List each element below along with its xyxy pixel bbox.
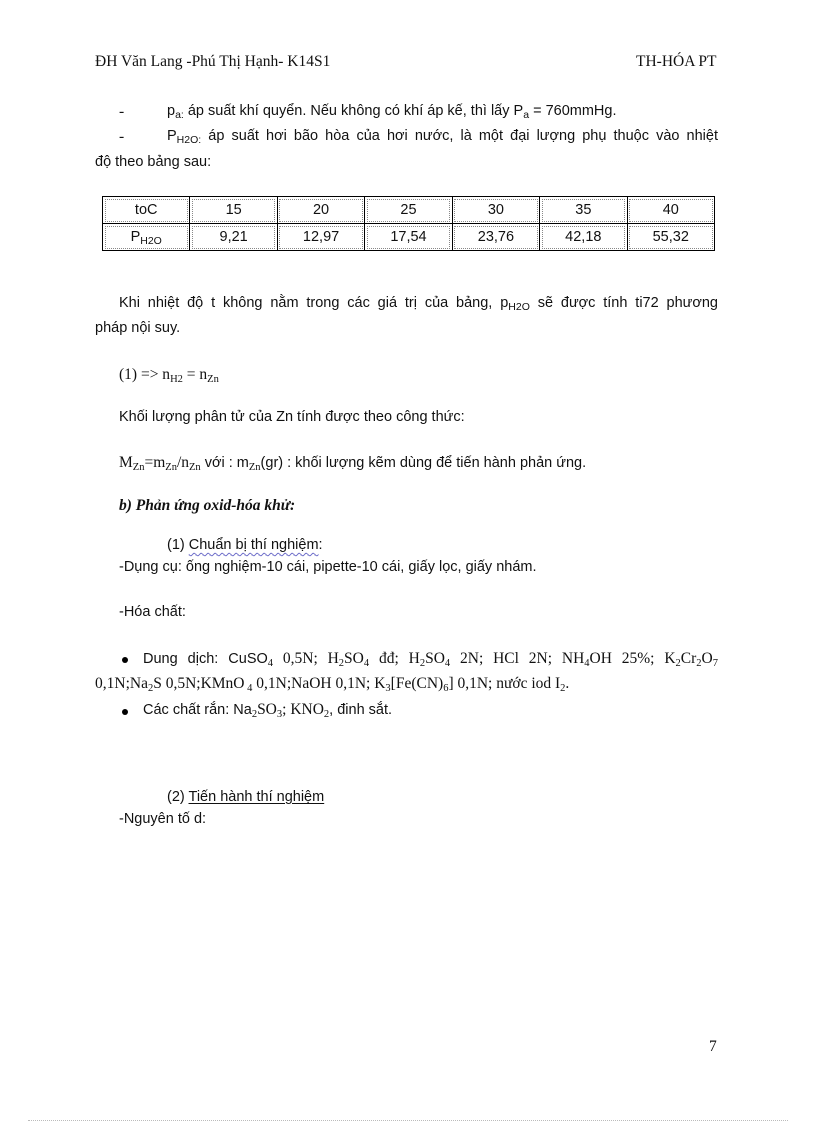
bullet-solutions-cont: $0,1N;Na_2S$ 0,5N;KMnO $_4$ 0,1N;NaOH 0,1N; $K_3[Fe(CN)_6]$ 0,1N; nước iod $I_2$.	[95, 675, 570, 694]
table-cell: 12,97	[277, 224, 364, 251]
molar-mass-text: Khối lượng phân tử của Zn tính được theo công thức:	[119, 409, 465, 425]
table-cell: 35	[540, 197, 627, 224]
table-cell: 25	[365, 197, 452, 224]
molar-mass-formula: $M_{Zn}=m_{Zn}/n_{Zn}$ với : $m_{Zn}(gr)$ : khối lượng kẽm dùng để tiến hành phản ứng.	[119, 454, 587, 473]
ph2o-definition-cont: độ theo bảng sau:	[95, 154, 212, 170]
interpolation-paragraph-cont: pháp nội suy.	[95, 320, 181, 336]
table-row	[103, 197, 715, 224]
table-cell: 20	[277, 197, 364, 224]
table-cell-header: toC	[103, 197, 190, 224]
table-cell: 55,32	[627, 224, 714, 251]
pa-definition: $p_{a:}$ áp suất khí quyển. Nếu không có khí áp kế, thì lấy $P_a$ = 760mmHg.	[167, 103, 617, 121]
header-right: TH-HÓA PT	[636, 53, 717, 70]
table-cell: 30	[452, 197, 539, 224]
tools-line: -Dụng cụ: ống nghiệm-10 cái, pipette-10 cái, giấy lọc, giấy nhám.	[119, 559, 537, 575]
ph2o-definition: $P_{H2O:}$ áp suất hơi bão hòa của hơi nước, là một đại lượng phụ thuộc vào nhiệt	[167, 128, 718, 146]
bullet-solutions: Dung dịch: CuSO$_4$ 0,5N; $H_2SO_4$ đđ; $H_2SO_4$ 2N; HCl 2N; $NH_4OH$ 25%; $K_2Cr_2O_7$	[143, 650, 718, 669]
step-1-heading: (1) Chuẩn bị thí nghiệm:	[167, 537, 323, 553]
table-cell: 40	[627, 197, 714, 224]
interpolation-paragraph: Khi nhiệt độ t không nằm trong các giá trị của bảng, $p_{H2O}$ sẽ được tính ti72 phương	[119, 295, 718, 313]
step-2-heading: (2) Tiến hành thí nghiệm	[167, 789, 325, 805]
page-number: 7	[709, 1038, 717, 1055]
header-left: ĐH Văn Lang -Phú Thị Hạnh- K14S1	[95, 53, 331, 70]
element-d-line: -Nguyên tố d:	[119, 811, 207, 827]
vapor-pressure-table	[102, 196, 715, 251]
table-cell: 17,54	[365, 224, 452, 251]
list-dash: -	[119, 128, 125, 145]
table-cell: 23,76	[452, 224, 539, 251]
bullet-solids: Các chất rắn: $Na_2SO_3$; $KNO_2$, đinh sắt.	[143, 701, 393, 720]
page-bottom-divider	[28, 1120, 788, 1121]
bullet-icon	[122, 657, 128, 663]
table-cell: 15	[190, 197, 277, 224]
table-cell: 42,18	[540, 224, 627, 251]
table-cell: 9,21	[190, 224, 277, 251]
table-cell-header: $P_{H2O}$	[103, 224, 190, 251]
table-row	[103, 224, 715, 251]
section-heading: b) Phản ứng oxid-hóa khử:	[119, 497, 296, 514]
chemicals-label: -Hóa chất:	[119, 604, 186, 620]
equation-1: $(1) => n_{H2} = n_{Zn}$	[119, 366, 219, 385]
list-dash: -	[119, 103, 125, 120]
bullet-icon	[122, 709, 128, 715]
